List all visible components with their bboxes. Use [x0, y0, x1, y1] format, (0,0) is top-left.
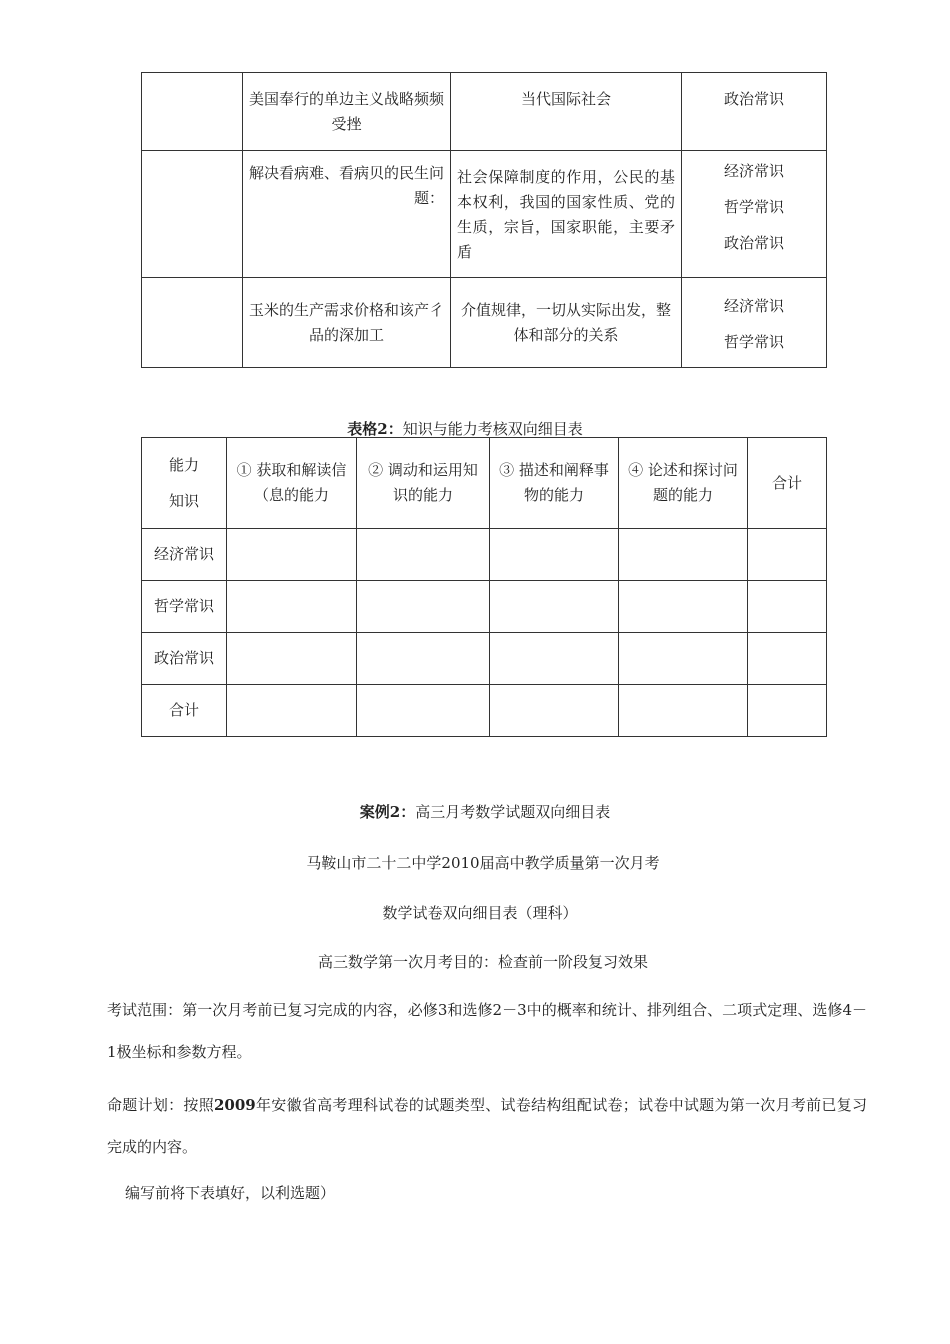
table-cell — [748, 581, 827, 633]
row-header: 哲学常识 — [142, 581, 227, 633]
table-cell — [619, 529, 748, 581]
table-cell — [490, 581, 619, 633]
table-row — [142, 151, 827, 278]
table-caption — [0, 418, 940, 439]
row-header: 政治常识 — [142, 633, 227, 685]
table-cell — [142, 73, 243, 151]
column-header: 合计 — [748, 438, 827, 529]
table-row — [142, 581, 827, 633]
table-cell — [227, 581, 357, 633]
caption-label: 表格2： — [347, 420, 403, 438]
table-cell — [357, 529, 490, 581]
column-header: ① 获取和解读信（息的能力 — [227, 438, 357, 529]
plan-text-a: 命题计划：按照 — [107, 1096, 214, 1114]
plan-year: 2009 — [213, 1096, 256, 1114]
subject-label: 哲学常识 — [723, 333, 784, 351]
table-row — [142, 73, 827, 151]
corner-bottom: 知识 — [168, 492, 199, 510]
table-cell — [682, 278, 827, 368]
table-cell: 介值规律，一切从实际出发，整体和部分的关系 — [451, 278, 682, 368]
table-cell — [748, 529, 827, 581]
table-cell — [748, 633, 827, 685]
column-header: ③ 描述和阐释事物的能力 — [490, 438, 619, 529]
exam-scope: 考试范围：第一次月考前已复习完成的内容，必修3和选修2－3中的概率和统计、排列组合、二项式定理、选修4－1极坐标和参数方程。 — [107, 1001, 867, 1061]
table-cell — [357, 633, 490, 685]
purpose-line: 高三数学第一次月考目的：检查前一阶段复习效果 — [317, 953, 648, 971]
table-row — [142, 633, 827, 685]
table-cell — [227, 633, 357, 685]
plan-text-b: 年安徽省高考理科试卷的试题类型、试卷结构组配试卷；试卷中试题为第一次月考前已复习完成的内容。 — [107, 1096, 867, 1156]
ability-table — [141, 437, 827, 737]
school-line: 马鞍山市二十二中学2010届高中教学质量第一次月考 — [306, 854, 660, 872]
table-cell — [682, 151, 827, 278]
table-row — [142, 685, 827, 737]
table-cell — [357, 685, 490, 737]
case-title-label: 案例2： — [359, 803, 416, 821]
table-cell — [142, 278, 243, 368]
table-cell — [490, 633, 619, 685]
topic-table — [141, 72, 827, 368]
subject-label: 哲学常识 — [723, 198, 784, 216]
case-title-text: 高三月考数学试题双向细目表 — [415, 803, 611, 821]
subject-label: 政治常识 — [723, 234, 784, 252]
table-header-row — [142, 438, 827, 529]
paper-title: 数学试卷双向细目表（理科） — [382, 904, 578, 922]
table-row — [142, 529, 827, 581]
table-cell — [142, 151, 243, 278]
corner-top: 能力 — [168, 456, 199, 474]
table-row — [142, 278, 827, 368]
table-cell — [227, 529, 357, 581]
table-cell — [357, 581, 490, 633]
table-cell — [490, 685, 619, 737]
table-cell — [619, 685, 748, 737]
table-cell — [619, 581, 748, 633]
table-cell: 美国奉行的单边主义战略频频受挫 — [243, 73, 451, 151]
table-cell: 当代国际社会 — [451, 73, 682, 151]
subject-label: 政治常识 — [723, 90, 784, 108]
table-cell — [682, 73, 827, 151]
exam-plan — [107, 1084, 867, 1168]
subject-label: 经济常识 — [723, 297, 784, 315]
column-header: ② 调动和运用知识的能力 — [357, 438, 490, 529]
table-cell — [490, 529, 619, 581]
column-header: ④ 论述和探讨问题的能力 — [619, 438, 748, 529]
table-cell — [748, 685, 827, 737]
subject-label: 经济常识 — [723, 162, 784, 180]
table-cell: 社会保障制度的作用，公民的基本权利，我国的国家性质、党的生质，宗旨，国家职能，主要矛盾 — [451, 151, 682, 278]
table-cell: 解决看病难、看病贝的民生问题： — [243, 151, 451, 278]
table-cell — [227, 685, 357, 737]
corner-cell — [142, 438, 227, 529]
row-header: 经济常识 — [142, 529, 227, 581]
fill-note: 编写前将下表填好，以利选题） — [125, 1184, 336, 1202]
caption-text: 知识与能力考核双向细目表 — [402, 420, 583, 438]
case-title — [10, 801, 950, 822]
table-cell — [619, 633, 748, 685]
table-cell: 玉米的生产需求价格和该产彳品的深加工 — [243, 278, 451, 368]
row-header: 合计 — [142, 685, 227, 737]
